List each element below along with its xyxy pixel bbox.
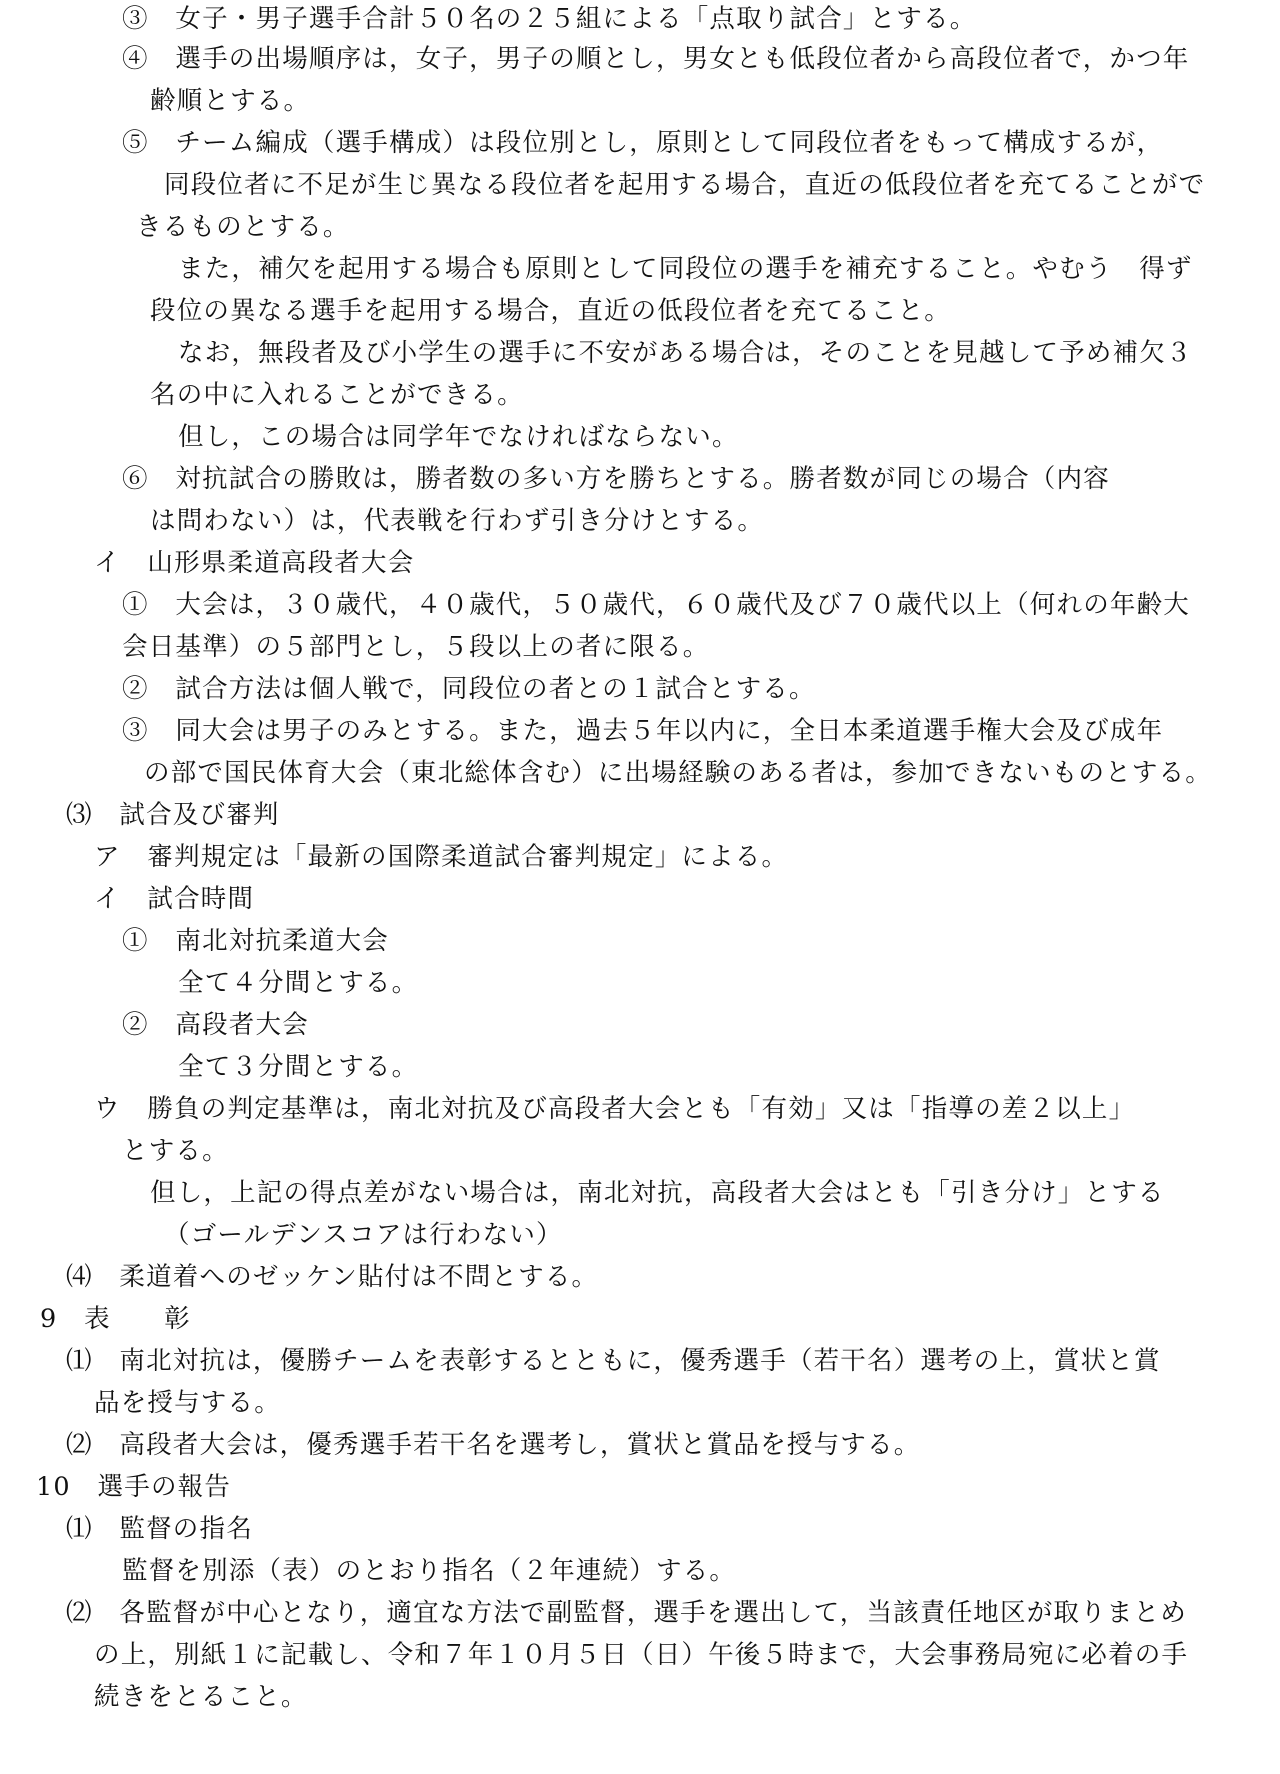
text-line: とする。 — [122, 1136, 229, 1166]
text-line: また，補欠を起用する場合も原則として同段位の選手を補充すること。やむう 得ず — [178, 254, 1193, 284]
text-line: の部で国民体育大会（東北総体含む）に出場経験のある者は，参加できないものとする。 — [144, 758, 1213, 788]
text-line: イ 山形県柔道高段者大会 — [94, 548, 415, 578]
text-line: きるものとする。 — [136, 212, 350, 242]
text-line: 監督を別添（表）のとおり指名（２年連続）する。 — [122, 1556, 737, 1586]
text-line: 全て３分間とする。 — [178, 1052, 419, 1082]
text-line: 全て４分間とする。 — [178, 968, 419, 998]
text-line: ② 試合方法は個人戦で，同段位の者との１試合とする。 — [122, 674, 816, 704]
text-line: は問わない）は，代表戦を行わず引き分けとする。 — [150, 506, 765, 536]
text-line: ⑤ チーム編成（選手構成）は段位別とし，原則として同段位者をもって構成するが， — [122, 128, 1164, 158]
text-line: ⑶ 試合及び審判 — [66, 800, 280, 830]
text-line: ③ 女子・男子選手合計５０名の２５組による「点取り試合」とする。 — [122, 4, 977, 34]
text-line: 段位の異なる選手を起用する場合，直近の低段位者を充てること。 — [150, 296, 952, 326]
text-line: （ゴールデンスコアは行わない） — [164, 1220, 563, 1250]
text-line: ① 南北対抗柔道大会 — [122, 926, 390, 956]
text-line: ④ 選手の出場順序は，女子，男子の順とし，男女とも低段位者から高段位者で，かつ年 — [122, 44, 1190, 74]
text-line: ③ 同大会は男子のみとする。また，過去５年以内に，全日本柔道選手権大会及び成年 — [122, 716, 1164, 746]
text-line: ⑥ 対抗試合の勝敗は，勝者数の多い方を勝ちとする。勝者数が同じの場合（内容 — [122, 464, 1110, 494]
text-line: ⑴ 南北対抗は，優勝チームを表彰するとともに，優秀選手（若干名）選考の上，賞状と賞 — [66, 1346, 1161, 1376]
text-line: なお，無段者及び小学生の選手に不安がある場合は，そのことを見越して予め補欠３ — [178, 338, 1193, 368]
text-line: ⑴ 監督の指名 — [66, 1514, 253, 1544]
text-line: ウ 勝負の判定基準は，南北対抗及び高段者大会とも「有効」又は「指導の差２以上」 — [94, 1094, 1136, 1124]
text-line: 但し，上記の得点差がない場合は，南北対抗，高段者大会はとも「引き分け」とする — [150, 1178, 1165, 1208]
text-line: 齢順とする。 — [150, 86, 311, 116]
text-line: ⑵ 各監督が中心となり，適宜な方法で副監督，選手を選出して，当該責任地区が取りまとめ — [66, 1598, 1187, 1628]
text-line: イ 試合時間 — [94, 884, 255, 914]
text-line: ⑷ 柔道着へのゼッケン貼付は不問とする。 — [66, 1262, 599, 1292]
text-line: 9 表 彰 — [40, 1304, 191, 1334]
text-line: 10 選手の報告 — [36, 1472, 232, 1502]
text-line: ア 審判規定は「最新の国際柔道試合審判規定」による。 — [94, 842, 789, 872]
text-line: ⑵ 高段者大会は，優秀選手若干名を選考し，賞状と賞品を授与する。 — [66, 1430, 921, 1460]
text-line: 同段位者に不足が生じ異なる段位者を起用する場合，直近の低段位者を充てることがで — [164, 170, 1206, 200]
text-line: ② 高段者大会 — [122, 1010, 309, 1040]
text-line: 但し，この場合は同学年でなければならない。 — [178, 422, 739, 452]
text-line: ① 大会は，３０歳代，４０歳代，５０歳代，６０歳代及び７０歳代以上（何れの年齢大 — [122, 590, 1191, 620]
text-line: 続きをとること。 — [94, 1682, 308, 1712]
text-line: の上，別紙１に記載し、令和７年１０月５日（日）午後５時まで，大会事務局宛に必着の手 — [94, 1640, 1189, 1670]
text-line: 品を授与する。 — [94, 1388, 281, 1418]
text-line: 名の中に入れることができる。 — [150, 380, 524, 410]
text-line: 会日基準）の５部門とし，５段以上の者に限る。 — [122, 632, 710, 662]
